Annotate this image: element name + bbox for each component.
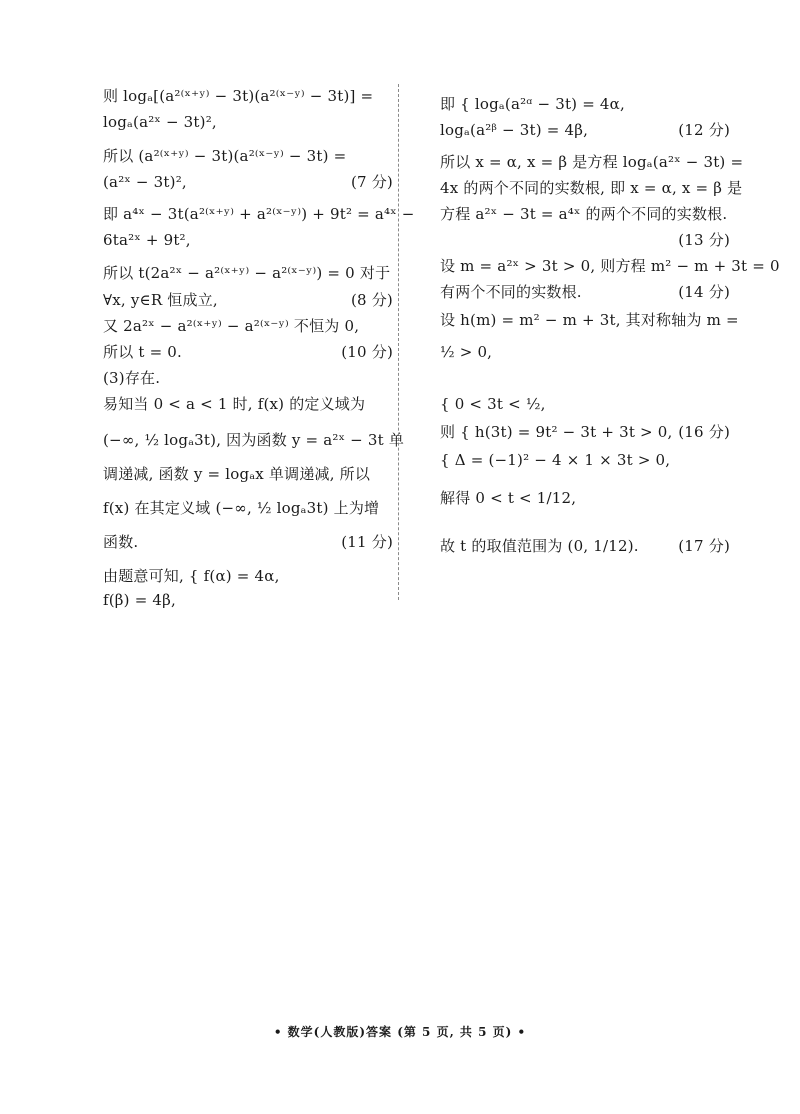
score-label: (16 分) bbox=[678, 423, 730, 441]
column-divider bbox=[398, 84, 399, 600]
line-text: (3)存在. bbox=[103, 369, 161, 387]
line-text: { 0 < 3t < ½, bbox=[440, 395, 546, 413]
answer-line bbox=[440, 118, 730, 142]
score-label: (13 分) bbox=[678, 231, 730, 249]
score-label: (11 分) bbox=[341, 533, 393, 551]
answer-line bbox=[440, 150, 744, 174]
line-text: (−∞, ½ logₐ3t), 因为函数 y = a²ˣ − 3t 单 bbox=[103, 431, 405, 449]
answer-line bbox=[440, 486, 730, 510]
answer-line bbox=[103, 366, 393, 390]
answer-line bbox=[103, 84, 393, 108]
line-text: 所以 t = 0. bbox=[103, 343, 183, 361]
answer-line bbox=[440, 176, 743, 200]
line-text: ∀x, y∈R 恒成立, bbox=[103, 291, 218, 309]
answer-line bbox=[103, 261, 393, 285]
score-label: (17 分) bbox=[678, 537, 730, 555]
line-text: 6ta²ˣ + 9t², bbox=[103, 231, 191, 249]
answer-line bbox=[440, 280, 730, 304]
answer-line bbox=[440, 534, 730, 558]
answer-line bbox=[103, 144, 393, 168]
line-text: 所以 x = α, x = β 是方程 logₐ(a²ˣ − 3t) = bbox=[440, 153, 744, 171]
line-text: 4x 的两个不同的实数根, 即 x = α, x = β 是 bbox=[440, 179, 743, 197]
answer-line bbox=[103, 202, 415, 226]
line-text: f(β) = 4β, bbox=[103, 591, 177, 609]
line-text: 又 2a²ˣ − a²⁽ˣ⁺ʸ⁾ − a²⁽ˣ⁻ʸ⁾ 不恒为 0, bbox=[103, 317, 360, 335]
answer-line bbox=[103, 228, 393, 252]
line-text: 所以 t(2a²ˣ − a²⁽ˣ⁺ʸ⁾ − a²⁽ˣ⁻ʸ⁾) = 0 对于 bbox=[103, 264, 391, 282]
answer-line bbox=[103, 340, 393, 364]
score-label: (14 分) bbox=[678, 283, 730, 301]
answer-line bbox=[440, 420, 730, 444]
answer-line bbox=[103, 588, 393, 612]
line-text: 即 { logₐ(a²ᵅ − 3t) = 4α, bbox=[440, 95, 625, 113]
line-text: 则 { h(3t) = 9t² − 3t + 3t > 0, bbox=[440, 423, 673, 441]
line-text: 由题意可知, { f(α) = 4α, bbox=[103, 567, 280, 585]
line-text: f(x) 在其定义域 (−∞, ½ logₐ3t) 上为增 bbox=[103, 499, 380, 517]
answer-line bbox=[103, 110, 393, 134]
line-text: logₐ(a²ᵝ − 3t) = 4β, bbox=[440, 121, 589, 139]
answer-line bbox=[103, 170, 393, 194]
answer-line bbox=[440, 392, 730, 416]
page-footer: • 数学(人教版)答案 (第 5 页, 共 5 页) • bbox=[273, 1025, 527, 1039]
line-text: 有两个不同的实数根. bbox=[440, 283, 582, 301]
score-label: (12 分) bbox=[678, 121, 730, 139]
answer-line bbox=[103, 288, 393, 312]
line-text: 故 t 的取值范围为 (0, 1/12). bbox=[440, 537, 639, 555]
answer-line bbox=[103, 428, 405, 452]
line-text: 解得 0 < t < 1/12, bbox=[440, 489, 577, 507]
line-text: ½ > 0, bbox=[440, 343, 493, 361]
score-label: (7 分) bbox=[350, 173, 393, 191]
line-text: 设 h(m) = m² − m + 3t, 其对称轴为 m = bbox=[440, 311, 739, 329]
line-text: 调递减, 函数 y = logₐx 单调递减, 所以 bbox=[103, 465, 371, 483]
line-text: 方程 a²ˣ − 3t = a⁴ˣ 的两个不同的实数根. bbox=[440, 205, 728, 223]
line-text: 则 logₐ[(a²⁽ˣ⁺ʸ⁾ − 3t)(a²⁽ˣ⁻ʸ⁾ − 3t)] = bbox=[103, 87, 374, 105]
answer-line bbox=[440, 254, 780, 278]
line-text: { Δ = (−1)² − 4 × 1 × 3t > 0, bbox=[440, 451, 671, 469]
answer-line bbox=[103, 314, 393, 338]
answer-line bbox=[440, 308, 739, 332]
answer-line bbox=[440, 340, 730, 364]
line-text: 函数. bbox=[103, 533, 139, 551]
answer-line bbox=[103, 564, 393, 588]
answer-line bbox=[103, 392, 393, 416]
line-text: (a²ˣ − 3t)², bbox=[103, 173, 187, 191]
line-text: 即 a⁴ˣ − 3t(a²⁽ˣ⁺ʸ⁾ + a²⁽ˣ⁻ʸ⁾) + 9t² = a⁴ˣ − bbox=[103, 205, 415, 223]
answer-line bbox=[440, 228, 730, 252]
score-label: (8 分) bbox=[350, 291, 393, 309]
answer-line bbox=[103, 530, 393, 554]
answer-line bbox=[103, 496, 393, 520]
line-text: 设 m = a²ˣ > 3t > 0, 则方程 m² − m + 3t = 0 bbox=[440, 257, 780, 275]
line-text: 所以 (a²⁽ˣ⁺ʸ⁾ − 3t)(a²⁽ˣ⁻ʸ⁾ − 3t) = bbox=[103, 147, 347, 165]
answer-line bbox=[103, 462, 393, 486]
answer-line bbox=[440, 92, 730, 116]
line-text: logₐ(a²ˣ − 3t)², bbox=[103, 113, 217, 131]
answer-line bbox=[440, 202, 730, 226]
score-label: (10 分) bbox=[341, 343, 393, 361]
answer-line bbox=[440, 448, 730, 472]
line-text: 易知当 0 < a < 1 时, f(x) 的定义域为 bbox=[103, 395, 366, 413]
